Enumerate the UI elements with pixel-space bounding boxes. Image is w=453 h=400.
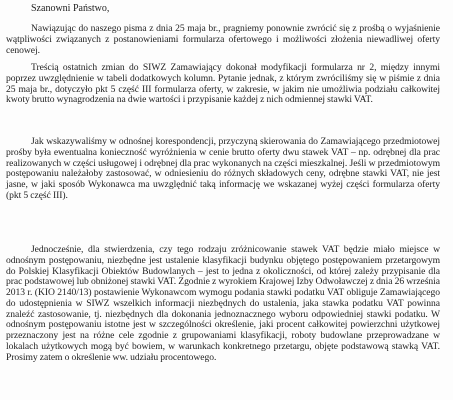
paragraph-2-text: Treścią ostatnich zmian do SIWZ Zamawiający dokonał modyfikacji formularza nr 2, między innymi poprzez uwzględnienie w tabeli dodatkowych kolumn. Pytanie jednak, z którym zwróciliśmy się w piśmie z dnia 25 maja br., dotyczyło pkt 5 część III formularza oferty, w zakresie, w jakim nie umożliwia podziału całkowitej kwoty brutto wynagrodzenia na dwie wartości i przypisanie każdej z nich odmiennej stawki VAT. — [6, 62, 440, 106]
paragraph-3-text: Jak wskazywaliśmy w odnośnej korespondencji, przyczyną skierowania do Zamawiającego przedmiotowej prośby była ewentualna konieczność wyróżnienia w cenie brutto oferty dwu stawek VAT – np. odrębnej dla prac realizowanych w części usługowej i odrębnej dla prac wykonanych na części mieszkalnej. Jeśli w przedmiotowym postępowaniu należałoby zastosować, w odniesieniu do różnych składowych ceny, odrębne stawki VAT, nie jest jasne, w jaki sposób Wykonawca ma uwzględnić taką informację we wskazanej wyżej części formularza oferty (pkt 5 część III). — [6, 136, 440, 201]
salutation: Szanowni Państwo, — [31, 3, 110, 14]
paragraph-1 — [6, 24, 440, 56]
paragraph-2 — [6, 63, 440, 106]
paragraph-1-text: Nawiązując do naszego pisma z dnia 25 maja br., pragniemy ponownie zwrócić się z prośbą o wyjaśnienie wątpliwości związanych z postanowieniami formularza ofertowego i możliwości złożenia niewadliwej oferty cenowej. — [6, 23, 440, 56]
paragraph-4 — [6, 245, 440, 363]
paragraph-3 — [6, 137, 440, 202]
paragraph-4-text: Jednocześnie, dla stwierdzenia, czy tego rodzaju zróżnicowanie stawek VAT będzie miało miejsce w odnośnym postępowaniu, niezbędne jest ustalenie klasyfikacji budynku objętego postępowaniem przetargowym do Polskiej Klasyfikacji Obiektów Budowlanych – jest to jedna z okoliczności, od której zależy przypisanie dla prac podstawowej lub obniżonej stawki VAT. Zgodnie z wyrokiem Krajowej Izby Odwoławczej z dnia 26 września 2013 r. (KIO 2140/13) postawienie Wykonawcom wymogu podania stawki podatku VAT obliguje Zamawiającego do udostępnienia w SIWZ wszelkich informacji niezbędnych do ustalenia, jaka stawka podatku VAT powinna znaleźć zastosowanie, tj. niezbędnych dla dokonania jednoznacznego wyboru odpowiedniej stawki podatku. W odnośnym postępowaniu istotne jest w szczególności określenie, jaki procent całkowitej powierzchni użytkowej przeznaczony jest na różne cele zgodnie z grupowaniami klasyfikacji, roboty budowlane przeprowadzane w lokalach użytkowych mogą być bowiem, w warunkach konkretnego przetargu, objęte podstawową stawką VAT. Prosimy zatem o określenie ww. udziału procentowego. — [6, 244, 440, 363]
